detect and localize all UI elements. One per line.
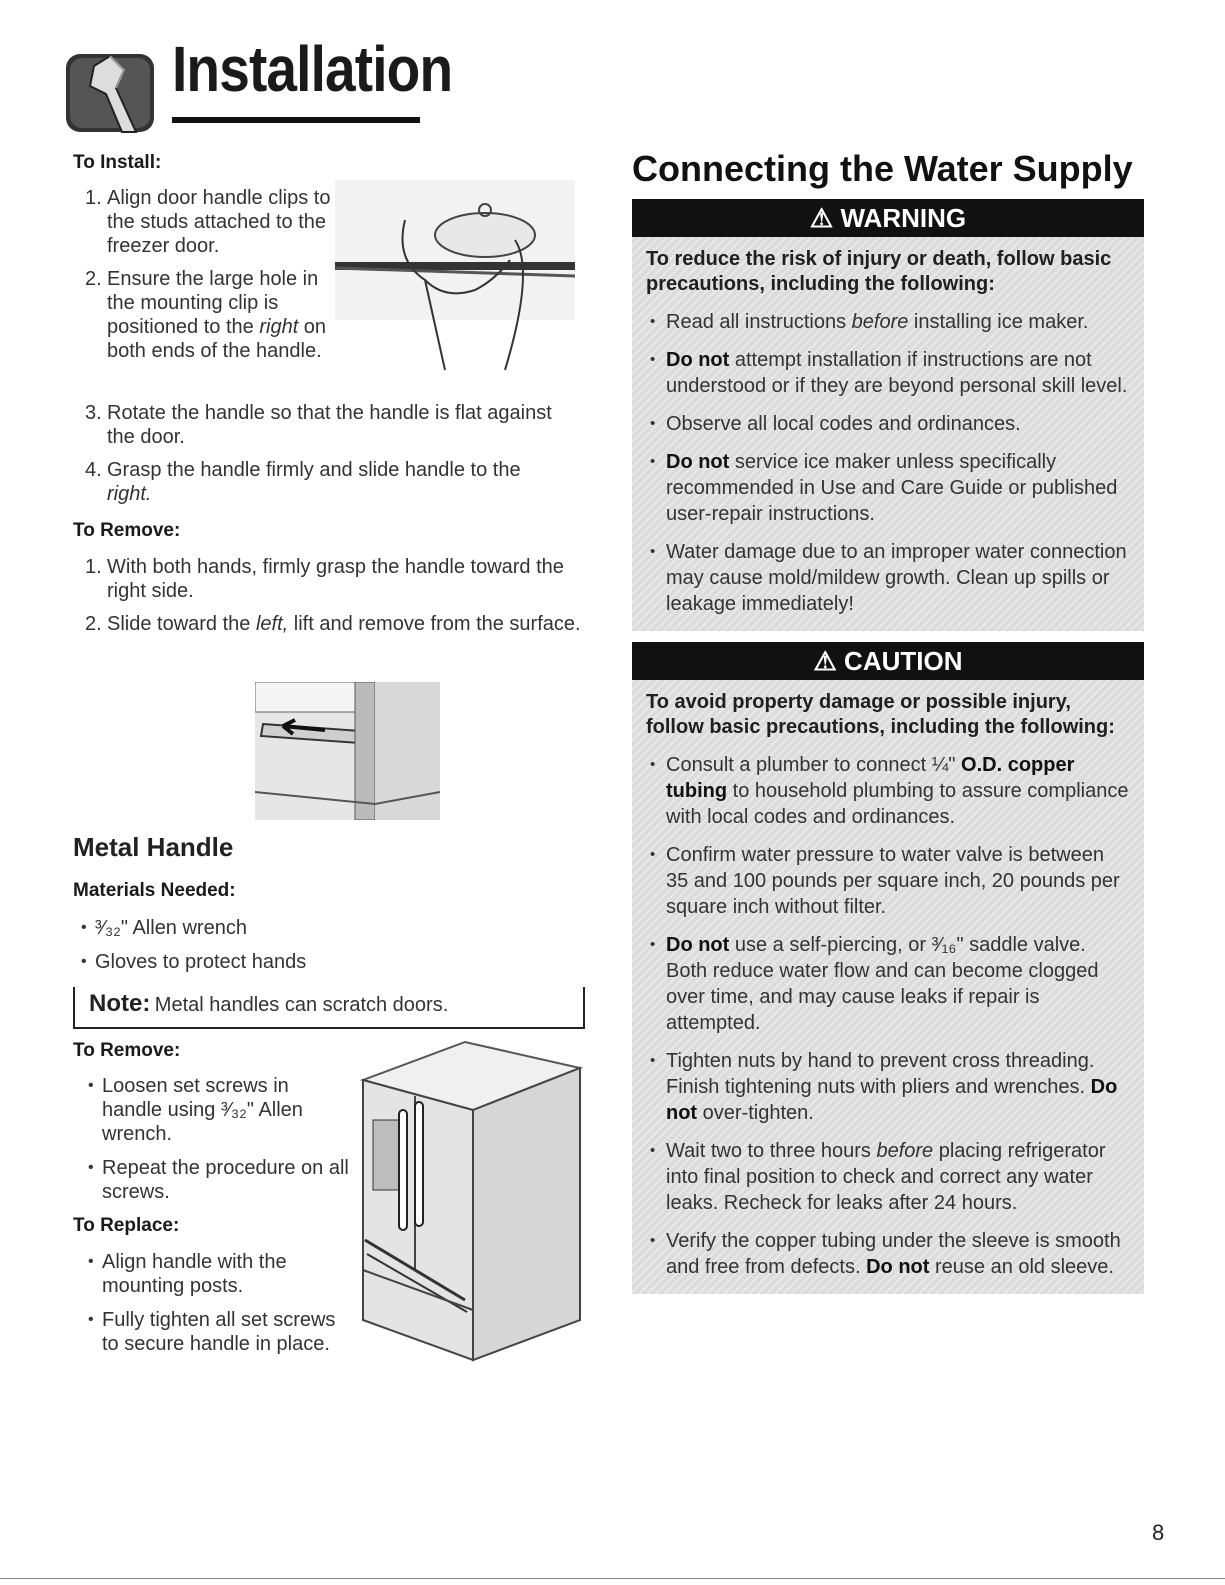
caution-body: [632, 680, 1144, 1294]
note-label: Note:: [89, 990, 151, 1017]
caution-header: ⚠ CAUTION: [632, 642, 1144, 680]
refrigerator-illustration: [355, 1040, 585, 1370]
note-text: Metal handles can scratch doors.: [154, 994, 449, 1016]
bottom-rule: [0, 1578, 1225, 1579]
page-number: 8: [1152, 1520, 1165, 1545]
materials-list: [73, 916, 523, 984]
remove-step: 2. Slide toward the left, lift and remove from the surface.: [85, 613, 581, 635]
warning-body: [632, 237, 1144, 631]
warning-panel: [632, 199, 1144, 631]
warning-intro: To reduce the risk of injury or death, follow basic precautions, including the following:: [646, 248, 1112, 295]
handle-clip-illustration: [335, 180, 575, 380]
warning-list: [646, 309, 1130, 617]
metal-remove-item: • Repeat the procedure on all screws.: [80, 1156, 350, 1204]
water-supply-title: Connecting the Water Supply: [632, 148, 1133, 189]
install-heading: To Install:: [73, 152, 162, 173]
replace-item: • Fully tighten all set screws to secure handle in place.: [80, 1308, 350, 1356]
installation-wrench-icon: [66, 48, 158, 134]
remove-step: 1. With both hands, firmly grasp the handle toward the right side.: [85, 556, 564, 602]
remove-heading: To Remove:: [73, 520, 181, 541]
warning-item: • Read all instructions before installing ice maker.: [646, 309, 1130, 335]
warning-item: • Water damage due to an improper water connection may cause mold/mildew growth. Clean up spills or leakage immediately!: [646, 539, 1130, 617]
warning-item: • Observe all local codes and ordinances.: [646, 411, 1130, 437]
warning-item: • Do not service ice maker unless specifically recommended in Use and Care Guide or published user-repair instructions.: [646, 449, 1130, 527]
material-item: • ³⁄₃₂" Allen wrench: [73, 916, 523, 940]
title-underline: [172, 117, 420, 123]
metal-handle-title: Metal Handle: [73, 832, 234, 862]
install-steps-1-2: [73, 186, 343, 372]
caution-item: • Confirm water pressure to water valve is between 35 and 100 pounds per square inch, 20 pounds per square inch without filter.: [646, 842, 1130, 920]
drawer-handle-illustration: [255, 682, 440, 820]
replace-heading: To Replace:: [73, 1215, 180, 1236]
replace-list: [80, 1250, 350, 1366]
caution-item: • Verify the copper tubing under the sleeve is smooth and free from defects. Do not reuse an old sleeve.: [646, 1228, 1130, 1280]
install-step: 2. Ensure the large hole in the mounting clip is positioned to the right on both ends of the handle.: [85, 268, 327, 362]
install-step: 3. Rotate the handle so that the handle is flat against the door.: [85, 402, 552, 448]
note-box: [73, 987, 585, 1029]
install-step: 4. Grasp the handle firmly and slide handle to the right.: [85, 459, 521, 505]
metal-remove-heading: To Remove:: [73, 1040, 181, 1061]
warning-header: ⚠ WARNING: [632, 199, 1144, 237]
caution-item: • Wait two to three hours before placing refrigerator into final position to check and correct any water leaks. Recheck for leaks after 24 hours.: [646, 1138, 1130, 1216]
materials-heading: Materials Needed:: [73, 880, 236, 901]
metal-remove-list: [80, 1074, 350, 1214]
caution-item: • Tighten nuts by hand to prevent cross threading. Finish tightening nuts with pliers and wrenches. Do not over-tighten.: [646, 1048, 1130, 1126]
replace-item: • Align handle with the mounting posts.: [80, 1250, 350, 1298]
caution-triangle-icon: ⚠: [813, 646, 837, 676]
caution-list: [646, 752, 1130, 1280]
metal-remove-item: • Loosen set screws in handle using ³⁄₃₂" Allen wrench.: [80, 1074, 350, 1146]
warning-triangle-icon: ⚠: [809, 203, 834, 233]
caution-intro: To avoid property damage or possible injury, follow basic precautions, including the following:: [646, 691, 1115, 738]
caution-item: • Do not use a self-piercing, or ³⁄₁₆" saddle valve. Both reduce water flow and can become clogged over time, and may cause leaks if repair is attempted.: [646, 932, 1130, 1036]
page-title: Installation: [172, 33, 453, 105]
warning-item: • Do not attempt installation if instructions are not understood or if they are beyond personal skill level.: [646, 347, 1130, 399]
caution-panel: [632, 642, 1144, 1294]
install-step: 1. Align door handle clips to the studs attached to the freezer door.: [85, 187, 331, 257]
install-steps-3-4: [73, 401, 583, 515]
caution-item: • Consult a plumber to connect ¼" O.D. copper tubing to household plumbing to assure compliance with local codes and ordinances.: [646, 752, 1130, 830]
material-item: • Gloves to protect hands: [73, 950, 523, 974]
remove-steps: [73, 555, 583, 645]
